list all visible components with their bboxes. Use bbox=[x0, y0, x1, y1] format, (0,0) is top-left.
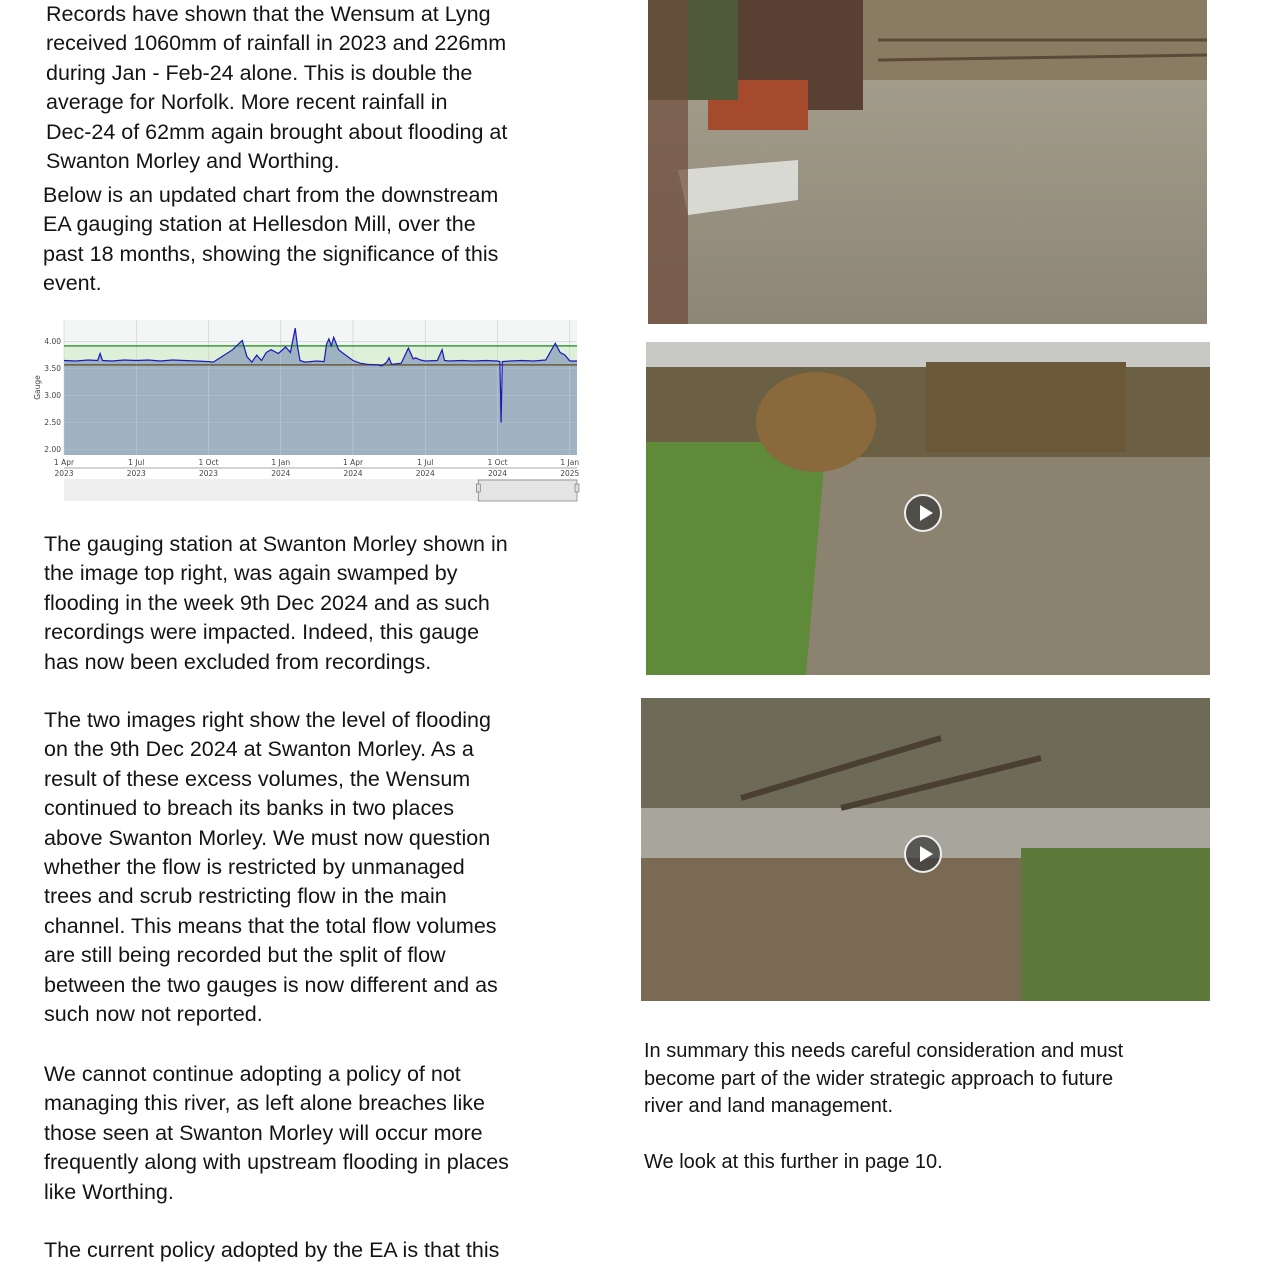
text-line: such now not reported. bbox=[44, 1002, 263, 1027]
x-tick-year: 2024 bbox=[415, 469, 435, 478]
text-line: EA gauging station at Hellesdon Mill, over the bbox=[43, 212, 476, 237]
play-icon[interactable] bbox=[904, 835, 942, 873]
text-line: become part of the wider strategic approach to future bbox=[644, 1067, 1114, 1090]
navigator-handle-left bbox=[476, 484, 480, 492]
x-tick-label: 1 Oct bbox=[487, 458, 508, 467]
text-line: event. bbox=[43, 271, 102, 296]
text-line: managing this river, as left alone breaches like bbox=[44, 1091, 485, 1116]
x-tick-year: 2023 bbox=[54, 469, 74, 478]
x-tick-label: 1 Jul bbox=[128, 458, 145, 467]
x-tick-label: 1 Jan bbox=[560, 458, 580, 467]
navigator-handle-right bbox=[575, 484, 579, 492]
paragraph-summary bbox=[644, 1038, 1123, 1121]
text-line: The current policy adopted by the EA is that this bbox=[44, 1238, 500, 1262]
x-tick-year: 2023 bbox=[198, 469, 219, 478]
y-tick-label: 4.00 bbox=[44, 337, 61, 347]
paragraph-ea-policy bbox=[44, 1236, 499, 1265]
text-line: above Swanton Morley. We must now question bbox=[44, 825, 491, 850]
gauge-chart bbox=[30, 312, 585, 502]
text-line: flooding in the week 9th Dec 2024 and as such bbox=[44, 590, 490, 615]
text-line: whether the flow is restricted by unmanaged bbox=[44, 855, 465, 880]
text-line: those seen at Swanton Morley will occur more bbox=[44, 1120, 483, 1145]
play-icon[interactable] bbox=[904, 494, 942, 532]
x-tick-label: 1 Apr bbox=[53, 458, 75, 467]
photo-gauging-station-flooded bbox=[648, 0, 1207, 324]
x-tick-year: 2024 bbox=[487, 469, 508, 478]
video-river-flooding-1[interactable] bbox=[646, 342, 1210, 675]
paragraph-chart-intro bbox=[43, 181, 498, 299]
text-line: trees and scrub restricting flow in the main bbox=[44, 884, 447, 909]
paragraph-policy bbox=[44, 1060, 509, 1207]
video-river-flooding-2[interactable] bbox=[641, 698, 1210, 1001]
text-line: Swanton Morley and Worthing. bbox=[46, 149, 340, 174]
paragraph-rainfall bbox=[46, 0, 507, 176]
x-tick-label: 1 Oct bbox=[198, 458, 219, 467]
text-line: between the two gauges is now different and as bbox=[44, 972, 498, 997]
x-tick-year: 2025 bbox=[560, 469, 580, 478]
text-line: average for Norfolk. More recent rainfall in bbox=[46, 90, 448, 115]
navigator-window bbox=[478, 480, 577, 501]
y-tick-label: 2.00 bbox=[44, 445, 61, 455]
paragraph-flooding-images bbox=[44, 706, 498, 1029]
text-line: channel. This means that the total flow volumes bbox=[44, 913, 497, 938]
text-line: Dec-24 of 62mm again brought about flooding at bbox=[46, 119, 508, 144]
text-line: frequently along with upstream flooding in places bbox=[44, 1150, 509, 1175]
text-line: continued to breach its banks in two places bbox=[44, 796, 454, 821]
x-tick-year: 2023 bbox=[126, 469, 146, 478]
text-line: In summary this needs careful consideration and must bbox=[644, 1040, 1124, 1062]
text-line: past 18 months, showing the significance of this bbox=[43, 241, 499, 266]
text-line: result of these excess volumes, the Wensum bbox=[44, 766, 471, 791]
y-tick-label: 3.50 bbox=[44, 364, 61, 374]
text-line: like Worthing. bbox=[44, 1179, 174, 1204]
text-line: Below is an updated chart from the downstream bbox=[43, 183, 499, 207]
text-line: The two images right show the level of flooding bbox=[44, 708, 491, 732]
x-tick-label: 1 Jul bbox=[417, 458, 434, 467]
paragraph-further bbox=[644, 1149, 943, 1177]
x-tick-year: 2024 bbox=[343, 469, 363, 478]
text-line: are still being recorded but the split of flow bbox=[44, 943, 446, 968]
y-tick-label: 2.50 bbox=[44, 418, 61, 428]
x-tick-label: 1 Apr bbox=[342, 458, 364, 467]
y-axis-label: Gauge bbox=[33, 375, 42, 400]
text-line: during Jan - Feb-24 alone. This is double the bbox=[46, 60, 473, 85]
text-line: The gauging station at Swanton Morley shown in bbox=[44, 532, 508, 556]
x-tick-label: 1 Jan bbox=[271, 458, 291, 467]
text-line: recordings were impacted. Indeed, this gauge bbox=[44, 620, 480, 645]
text-line: river and land management. bbox=[644, 1095, 894, 1117]
paragraph-swanton-gauge bbox=[44, 530, 508, 677]
text-line: on the 9th Dec 2024 at Swanton Morley. As a bbox=[44, 737, 474, 762]
text-line: We cannot continue adopting a policy of not bbox=[44, 1062, 461, 1086]
text-line: Records have shown that the Wensum at Lyng bbox=[46, 2, 491, 26]
y-tick-label: 3.00 bbox=[44, 391, 61, 401]
text-line: has now been excluded from recordings. bbox=[44, 649, 432, 674]
x-tick-year: 2024 bbox=[271, 469, 291, 478]
text-line: the image top right, was again swamped by bbox=[44, 561, 458, 586]
further-text: We look at this further in page 10. bbox=[644, 1151, 943, 1173]
text-line: received 1060mm of rainfall in 2023 and 226mm bbox=[46, 31, 507, 56]
